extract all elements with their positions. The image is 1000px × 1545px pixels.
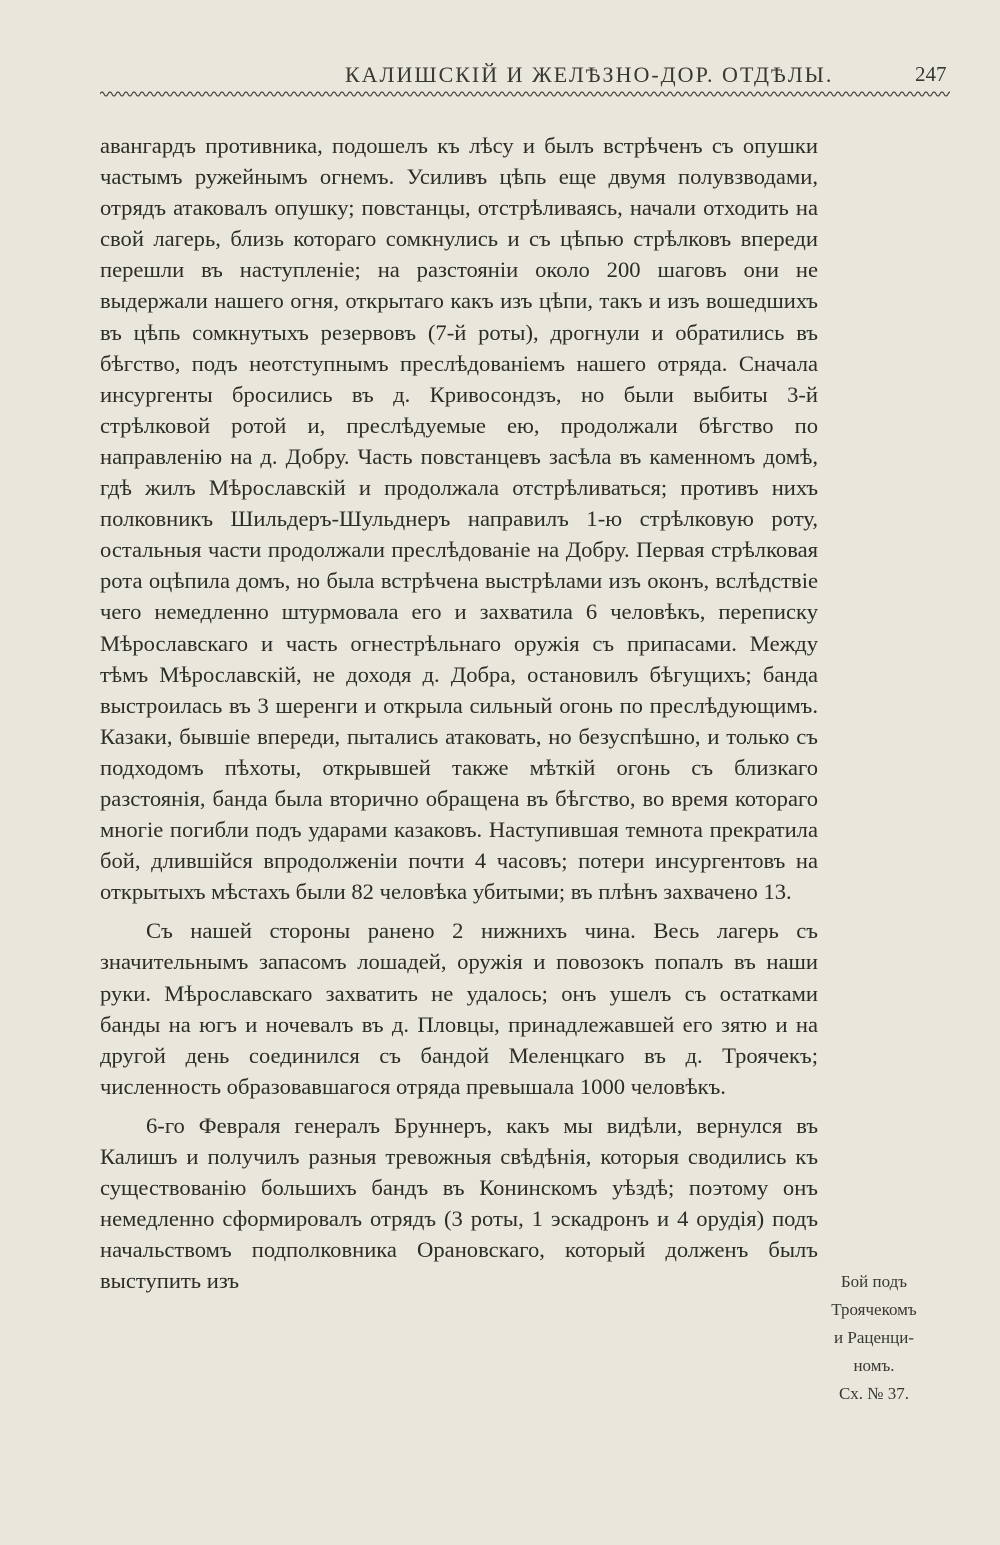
margin-note xyxy=(818,1268,930,1408)
margin-note-line: и Раценци- xyxy=(834,1328,914,1347)
margin-note-line: Сх. № 37. xyxy=(838,1384,910,1403)
paragraph: авангардъ противника, подошелъ къ лѣсу и былъ встрѣченъ съ опушки частымъ ружейнымъ огнемъ. Усиливъ цѣпь еще двумя полувзводами, отрядъ атаковалъ опушку; повстанцы, отстрѣливаясь, начали отходить на свой лагерь, близь котораго сомкнулись и съ цѣпью стрѣлковъ впереди перешли въ наступленіе; на разстояніи около 200 шаговъ они не выдержали нашего огня, открытаго какъ изъ цѣпи, такъ и изъ вошедшихъ въ цѣпь сомкнутыхъ резервовъ (7-й роты), дрогнули и обратились въ бѣгство, подъ неотступнымъ преслѣдованіемъ нашего отряда. Сначала инсургенты бросились въ д. Кривосондзъ, но были выбиты 3-й стрѣлковой ротой и, преслѣдуемые ею, продолжали бѣгство по направленію на д. Добру. Часть повстанцевъ засѣла въ каменномъ домѣ, гдѣ жилъ Мѣрославскій и продолжала отстрѣливаться; противъ нихъ полковникъ Шильдеръ-Шульднеръ направилъ 1-ю стрѣлковую роту, остальныя части продолжали преслѣдованіе на Добру. Первая стрѣлковая рота оцѣпила домъ, но была встрѣчена выстрѣлами изъ оконъ, вслѣдствіе чего немедленно штурмовала его и захватила 6 человѣкъ, переписку Мѣрославскаго и часть огнестрѣльнаго оружія съ припасами. Между тѣмъ Мѣрославскій, не доходя д. Добра, остановилъ бѣгущихъ; банда выстроилась въ 3 шеренги и открыла сильный огонь по преслѣдующимъ. Казаки, бывшіе впереди, пытались атаковать, но безуспѣшно, и только съ подходомъ пѣхоты, открывшей также мѣткій огонь съ близкаго разстоянія, банда была вторично обращена въ бѣгство, во время котораго многіе погибли подъ ударами казаковъ. Наступившая темнота прекратила бой, длившійся впродолженіи почти 4 часовъ; потери инсургентовъ на открытыхъ мѣстахъ были 82 человѣка убитыми; въ плѣнъ захвачено 13. xyxy=(100,133,818,905)
margin-note-line: Троячекомъ xyxy=(831,1300,917,1319)
page-header xyxy=(100,62,955,102)
margin-note-line: Бой подъ xyxy=(840,1272,908,1291)
body-text xyxy=(100,130,818,1296)
margin-note-line: номъ. xyxy=(853,1356,895,1375)
paragraph: 6-го Февраля генералъ Бруннеръ, какъ мы видѣли, вернулся въ Калишъ и получилъ разныя тревожныя свѣдѣнія, которыя сводились къ существованію большихъ бандъ въ Конинскомъ уѣздѣ; поэтому онъ немедленно сформировалъ отрядъ (3 роты, 1 эскадронъ и 4 орудія) подъ начальствомъ подполковника Орановскаго, который долженъ былъ выступить изъ xyxy=(100,1112,818,1294)
running-head: КАЛИШСКІЙ И ЖЕЛѢЗНО-ДОР. ОТДѢЛЫ. xyxy=(345,62,834,87)
wavy-header-rule xyxy=(100,88,950,100)
page-number: 247 xyxy=(915,62,947,86)
paragraph: Съ нашей стороны ранено 2 нижнихъ чина. Весь лагерь съ значительнымъ запасомъ лошадей, оружія и повозокъ попалъ въ наши руки. Мѣрославскаго захватить не удалось; онъ ушелъ съ остатками банды на югъ и ночевалъ въ д. Пловцы, принадлежавшей его зятю и на другой день соединился съ бандой Меленцкаго въ д. Троячекъ; численность образовавшагося отряда превышала 1000 человѣкъ. xyxy=(100,918,818,1099)
